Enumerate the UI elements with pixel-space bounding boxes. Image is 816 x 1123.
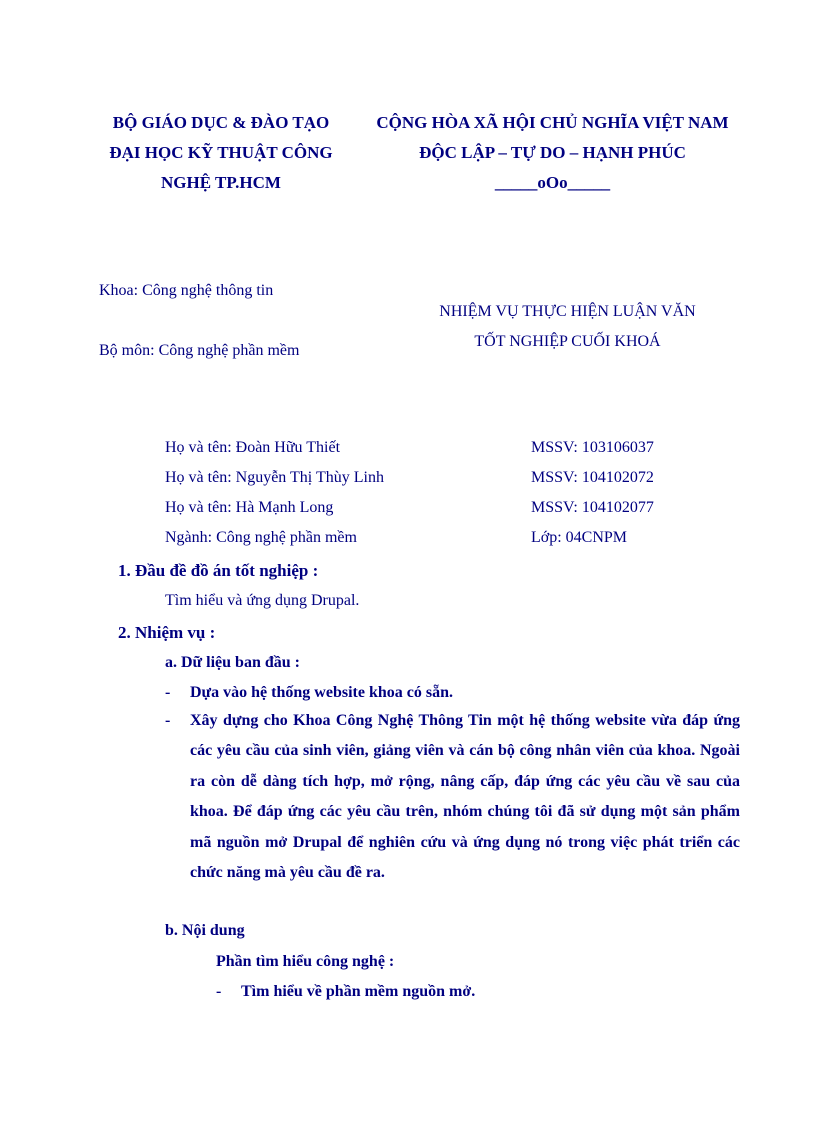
bullet-dash: - xyxy=(216,983,222,1000)
section1-heading: 1. Đầu đề đồ án tốt nghiệp : xyxy=(118,561,319,580)
bullet-dash: - xyxy=(165,712,171,729)
faculty-label: Khoa: Công nghệ thông tin xyxy=(99,282,274,299)
department-label: Bộ môn: Công nghệ phần mềm xyxy=(99,342,300,359)
bullet-dash: - xyxy=(165,684,171,701)
bullet-item-paragraph: Xây dựng cho Khoa Công Nghệ Thông Tin một hệ thống website vừa đáp ứng các yêu cầu của sinh viên, giảng viên và cán bộ công nhân viên của khoa. Ngoài ra còn dễ dàng tích hợp, mở rộng, nâng cấp, đáp ứng các yêu cầu về sau của khoa. Để đáp ứng các yêu cầu trên, nhóm chúng tôi đã sử dụng một sản phẩm mã nguồn mở Drupal để nghiên cứu và ứng dụng nó trong việc phát triển các chức năng mà yêu cầu đề ra. xyxy=(190,712,740,882)
university-name-line2: NGHỆ TP.HCM xyxy=(161,173,281,192)
country-name: CỘNG HÒA XÃ HỘI CHỦ NGHĨA VIỆT NAM xyxy=(376,113,729,132)
bullet-item: Dựa vào hệ thống website khoa có sẵn. xyxy=(190,684,453,701)
header-right xyxy=(355,108,750,198)
technology-research-heading: Phần tìm hiểu công nghệ : xyxy=(216,953,395,970)
section2-heading: 2. Nhiệm vụ : xyxy=(118,623,216,642)
student-name: Họ và tên: Nguyễn Thị Thùy Linh xyxy=(165,469,384,486)
student-name: Họ và tên: Hà Mạnh Long xyxy=(165,499,334,516)
document-title-line1: NHIỆM VỤ THỰC HIỆN LUẬN VĂN xyxy=(439,303,696,320)
student-id: MSSV: 103106037 xyxy=(531,439,654,456)
document-title xyxy=(395,297,740,357)
student-id: MSSV: 104102077 xyxy=(531,499,654,516)
subsection-b-heading: b. Nội dung xyxy=(165,922,245,939)
bullet-item: Tìm hiểu về phần mềm nguồn mở. xyxy=(241,983,476,1000)
section1-content: Tìm hiểu và ứng dụng Drupal. xyxy=(165,592,360,609)
header-left xyxy=(96,108,346,198)
ministry-name: BỘ GIÁO DỤC & ĐÀO TẠO xyxy=(112,113,330,132)
ornament-divider: _____oOo_____ xyxy=(494,173,611,192)
university-name-line1: ĐẠI HỌC KỸ THUẬT CÔNG xyxy=(109,143,333,162)
student-name: Họ và tên: Đoàn Hữu Thiết xyxy=(165,439,341,456)
subsection-a-heading: a. Dữ liệu ban đầu : xyxy=(165,654,300,671)
student-id: MSSV: 104102072 xyxy=(531,469,654,486)
document-title-line2: TỐT NGHIỆP CUỐI KHOÁ xyxy=(474,333,661,350)
major-label: Ngành: Công nghệ phần mềm xyxy=(165,529,357,546)
motto: ĐỘC LẬP – TỰ DO – HẠNH PHÚC xyxy=(419,143,686,162)
class-label: Lớp: 04CNPM xyxy=(531,529,628,546)
